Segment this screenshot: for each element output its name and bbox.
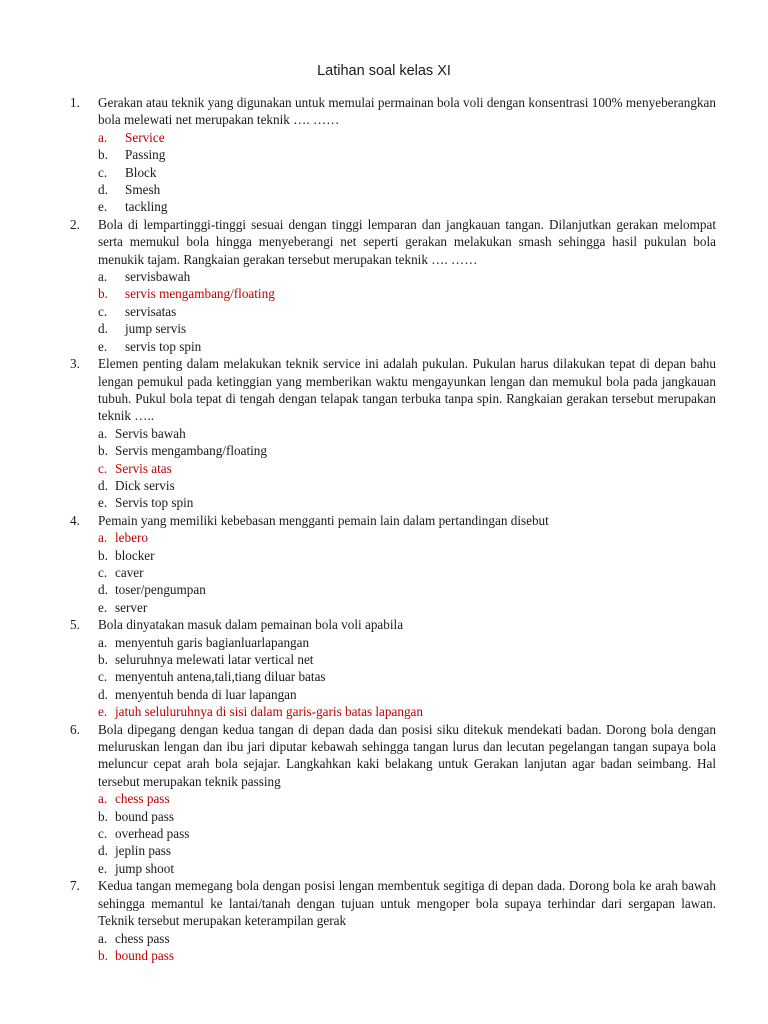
answer-option-correct xyxy=(70,703,716,720)
answer-option xyxy=(70,164,716,181)
option-letter: a. xyxy=(98,129,108,145)
answer-option xyxy=(70,860,716,877)
option-text: chess pass xyxy=(115,930,170,946)
option-letter: c. xyxy=(98,826,108,842)
option-letter: c. xyxy=(98,164,108,180)
question-row xyxy=(70,355,716,425)
question-item xyxy=(70,512,716,616)
question-row xyxy=(70,216,716,268)
answer-option xyxy=(70,808,716,825)
option-text: bound pass xyxy=(115,947,174,963)
option-text: bound pass xyxy=(115,808,174,824)
option-letter: e. xyxy=(98,199,108,215)
option-text: Servis top spin xyxy=(115,495,194,511)
option-text: overhead pass xyxy=(115,826,190,842)
option-list xyxy=(70,129,716,216)
question-text: Gerakan atau teknik yang digunakan untuk memulai permainan bola voli dengan konsentrasi 100% menyeberangkan bola melewati net merupakan teknik …. …… xyxy=(98,95,716,128)
option-letter: e. xyxy=(98,495,108,511)
answer-option-correct xyxy=(70,129,716,146)
option-letter: e. xyxy=(98,599,108,615)
answer-option xyxy=(70,198,716,215)
option-text: menyentuh antena,tali,tiang diluar batas xyxy=(115,669,326,685)
question-text: Bola di lempartinggi-tinggi sesuai dengan tinggi lemparan dan jangkauan tangan. Dilanjutkan gerakan melompat serta memukul bola hingga menyeberangi net seperti gerakan melakukan smash sehingga hasil pukulan bola menukik tajam. Rangkaian gerakan tersebut merupakan teknik …. …… xyxy=(98,216,716,267)
question-text: Elemen penting dalam melakukan teknik service ini adalah pukulan. Pukulan harus dilakukan tepat di depan bahu lengan pemukul pada ketinggian yang memberikan waktu mengayunkan lengan dan memukul bola pada jangkauan tubuh. Pukul bola tepat di tengah dengan telapak tangan terbuka tanpa spin. Rangkaian gerakan tersebut merupakan teknik ….. xyxy=(98,356,716,424)
answer-option xyxy=(70,320,716,337)
option-letter: b. xyxy=(98,652,108,667)
question-item xyxy=(70,355,716,512)
answer-option xyxy=(70,442,716,459)
option-text: jump servis xyxy=(125,321,187,337)
answer-option xyxy=(70,477,716,494)
option-letter: d. xyxy=(98,477,108,493)
question-number: 7. xyxy=(70,878,80,894)
question-list xyxy=(70,94,716,964)
answer-option-correct xyxy=(70,529,716,546)
option-letter: c. xyxy=(98,460,108,476)
question-row xyxy=(70,877,716,929)
option-list xyxy=(70,529,716,616)
option-text: jatuh seluluruhnya di sisi dalam garis-garis batas lapangan xyxy=(115,704,423,720)
question-number: 5. xyxy=(70,617,80,633)
option-text: lebero xyxy=(115,530,148,546)
answer-option xyxy=(70,599,716,616)
answer-option xyxy=(70,494,716,511)
answer-option xyxy=(70,547,716,564)
option-text: jeplin pass xyxy=(115,843,172,859)
answer-option-correct xyxy=(70,285,716,302)
option-text: servisbawah xyxy=(125,269,191,285)
option-letter: a. xyxy=(98,930,108,946)
option-letter: b. xyxy=(98,547,108,563)
option-text: jump shoot xyxy=(115,860,174,876)
question-item xyxy=(70,616,716,720)
question-item xyxy=(70,216,716,355)
answer-option-correct xyxy=(70,790,716,807)
answer-option xyxy=(70,181,716,198)
option-letter: b. xyxy=(98,286,108,302)
answer-option xyxy=(70,842,716,859)
answer-option xyxy=(70,268,716,285)
option-text: blocker xyxy=(115,547,155,563)
answer-option xyxy=(70,564,716,581)
answer-option xyxy=(70,668,716,685)
question-item xyxy=(70,94,716,216)
option-text: server xyxy=(115,599,148,615)
option-list xyxy=(70,930,716,965)
option-letter: a. xyxy=(98,425,108,441)
option-text: servisatas xyxy=(125,303,177,319)
answer-option xyxy=(70,146,716,163)
option-text: toser/pengumpan xyxy=(115,582,206,598)
option-letter: c. xyxy=(98,303,108,319)
option-list xyxy=(70,268,716,355)
question-number: 3. xyxy=(70,356,80,372)
option-text: caver xyxy=(115,564,144,580)
option-text: Block xyxy=(125,164,157,180)
option-text: servis top spin xyxy=(125,338,202,354)
option-letter: c. xyxy=(98,564,108,580)
option-letter: a. xyxy=(98,269,108,285)
option-letter: e. xyxy=(98,704,108,720)
option-letter: d. xyxy=(98,843,108,859)
option-text: chess pass xyxy=(115,791,170,807)
question-item xyxy=(70,877,716,964)
question-text: Kedua tangan memegang bola dengan posisi lengan membentuk segitiga di depan dada. Dorong bola ke arah bawah sehingga memantul ke lantai/tanah dengan tujuan untuk mengoper bola supaya terhindar dari sergapan lawan. Teknik tersebut merupakan keterampilan gerak xyxy=(98,878,716,929)
answer-option xyxy=(70,825,716,842)
option-text: Servis mengambang/floating xyxy=(115,443,267,459)
answer-option-correct xyxy=(70,947,716,964)
answer-option xyxy=(70,338,716,355)
page-title: Latihan soal kelas XI xyxy=(317,63,451,79)
option-text: Servis bawah xyxy=(115,425,186,441)
option-letter: e. xyxy=(98,860,108,876)
option-list xyxy=(70,425,716,512)
question-number: 4. xyxy=(70,512,80,528)
option-letter: d. xyxy=(98,686,108,702)
answer-option xyxy=(70,651,716,668)
option-list xyxy=(70,790,716,877)
question-text: Bola dipegang dengan kedua tangan di depan dada dan posisi siku ditekuk mendekati badan. Dorong bola dengan meluruskan lengan dan ibu jari diputar kebawah sehingga tangan lurus dan lecutan pegelangan tangan supaya bola meluncur cepat arah bola sejajar. Langkahkan kaki belakang untuk Gerakan lanjutan agar badan seimbang. Hal tersebut merupakan teknik passing xyxy=(98,721,716,789)
question-item xyxy=(70,721,716,878)
option-letter: b. xyxy=(98,947,108,963)
answer-option xyxy=(70,686,716,703)
answer-option xyxy=(70,425,716,442)
question-text: Bola dinyatakan masuk dalam pemainan bola voli apabila xyxy=(98,617,404,633)
option-text: menyentuh benda di luar lapangan xyxy=(115,686,297,702)
option-letter: e. xyxy=(98,338,108,354)
option-text: servis mengambang/floating xyxy=(125,286,275,302)
option-text: menyentuh garis bagianluarlapangan xyxy=(115,634,310,650)
option-letter: b. xyxy=(98,808,108,824)
question-row xyxy=(70,721,716,791)
option-text: Dick servis xyxy=(115,477,175,493)
option-letter: a. xyxy=(98,791,108,807)
option-text: tackling xyxy=(125,199,168,215)
question-row xyxy=(70,94,716,129)
answer-option xyxy=(70,303,716,320)
option-letter: d. xyxy=(98,321,108,337)
option-text: Servis atas xyxy=(115,460,172,476)
question-text: Pemain yang memiliki kebebasan mengganti pemain lain dalam pertandingan disebut xyxy=(98,512,549,528)
answer-option xyxy=(70,581,716,598)
option-letter: b. xyxy=(98,443,108,459)
option-letter: d. xyxy=(98,582,108,598)
answer-option-correct xyxy=(70,460,716,477)
option-letter: c. xyxy=(98,669,108,685)
answer-option xyxy=(70,930,716,947)
question-row xyxy=(70,512,716,529)
question-number: 6. xyxy=(70,721,80,737)
option-letter: a. xyxy=(98,634,108,650)
option-text: Passing xyxy=(125,147,166,163)
option-text: seluruhnya melewati latar vertical net xyxy=(115,652,314,667)
option-letter: d. xyxy=(98,182,108,198)
question-number: 2. xyxy=(70,216,80,232)
question-number: 1. xyxy=(70,95,80,110)
option-letter: b. xyxy=(98,147,108,163)
option-list xyxy=(70,634,716,721)
option-text: Service xyxy=(125,129,165,145)
option-text: Smesh xyxy=(125,182,161,198)
answer-option xyxy=(70,634,716,651)
option-letter: a. xyxy=(98,530,108,546)
question-row xyxy=(70,616,716,633)
